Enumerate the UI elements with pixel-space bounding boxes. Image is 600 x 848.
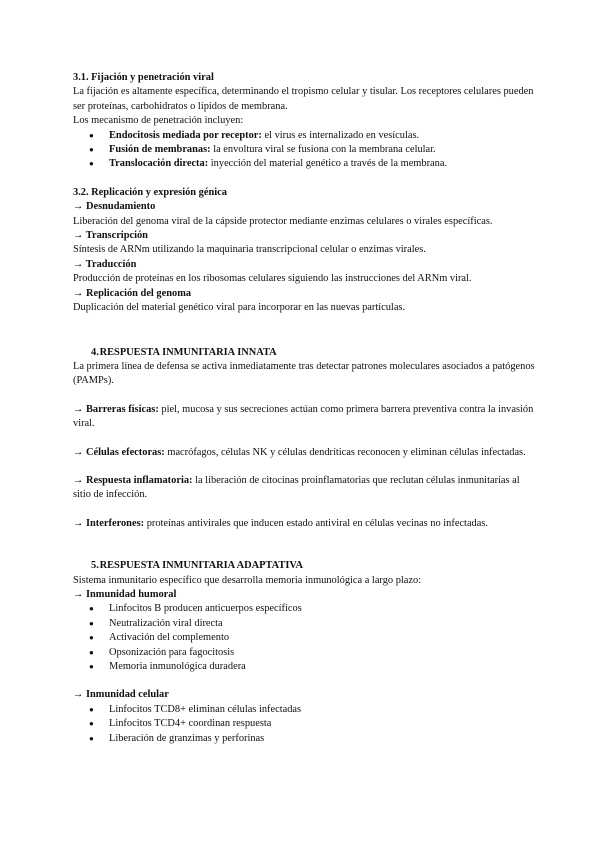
step-heading: → Transcripción [73,230,148,242]
list-item: ● Liberación de granzimas y perforinas [73,732,535,746]
list-item: ● Linfocitos B producen anticuerpos específicos [73,602,535,616]
list-item: ● Activación del complemento [73,631,535,645]
cellular-list [73,703,535,746]
innate-item-term: → Barreras físicas: [73,403,159,415]
section-title-text: RESPUESTA INMUNITARIA INNATA [99,346,277,358]
list-item-text: la envoltura viral se fusiona con la membrana celular. [210,144,436,156]
section-3-1-paragraph: La fijación es altamente específica, determinando el tropismo celular y tisular. Los receptores celulares pueden ser proteínas, carbohidratos o lípidos de membrana. [73,86,534,112]
step-text: Liberación del genoma viral de la cápside protector mediante enzimas celulares o virales específicas. [73,215,493,227]
innate-item [73,446,535,460]
innate-item-text: proteínas antivirales que inducen estado antiviral en células vecinas no infectadas. [144,517,489,529]
penetration-list [73,129,535,172]
innate-item [73,517,535,531]
step-heading: → Traducción [73,258,137,270]
innate-item [73,403,535,432]
list-item-text: inyección del material genético a través de la membrana. [208,158,448,170]
section-4-title [73,346,535,360]
innate-item [73,474,535,503]
section-3-2-title: 3.2. Replicación y expresión génica [73,186,227,198]
document-content [73,71,535,746]
step-text: Producción de proteínas en los ribosomas celulares siguiendo las instrucciones del ARNm viral. [73,273,472,285]
list-item: ● Linfocitos TCD4+ coordinan respuesta [73,717,535,731]
step-heading: → Replicación del genoma [73,287,192,299]
innate-item-term: → Interferones: [73,517,145,529]
list-item: ● Opsonización para fagocitosis [73,646,535,660]
section-5-title [73,559,535,573]
list-item-text: el virus es internalizado en vesículas. [261,129,420,141]
humoral-list [73,602,535,674]
innate-item-text: macrófagos, células NK y células dendríticas reconocen y eliminan células infectadas. [164,446,526,458]
list-item [73,143,535,157]
step-text: Síntesis de ARNm utilizando la maquinaria transcripcional celular o enzimas virales. [73,244,426,256]
list-item-term: Endocitosis mediada por receptor: [109,129,262,141]
list-item-term: Translocación directa: [109,158,209,170]
section-3-1-penetration-intro: Los mecanismo de penetración incluyen: [73,115,244,127]
section-3-1-title: 3.1. Fijación y penetración viral [73,72,214,83]
section-4-intro: La primera línea de defensa se activa inmediatamente tras detectar patrones moleculares asociados a patógenos (PAMPs). [73,360,535,387]
cellular-heading: → Inmunidad celular [73,689,169,701]
step-text: Duplicación del material genético viral para incorporar en las nuevas partículas. [73,302,406,314]
list-item: ● Memoria inmunológica duradera [73,660,535,674]
innate-item-term: → Respuesta inflamatoria: [73,474,193,486]
innate-item-term: → Células efectoras: [73,446,165,458]
list-item [73,157,535,171]
innate-item-text: la liberación de citocinas proinflamatorias que reclutan células inmunitarias al sitio de infección. [73,474,520,501]
section-number: 4. [91,346,99,358]
list-item: ● Neutralización viral directa [73,617,535,631]
innate-item-text: piel, mucosa y sus secreciones actúan como primera barrera preventiva contra la invasión viral. [73,403,534,430]
step-heading: → Desnudamiento [73,201,156,213]
list-item-term: Fusión de membranas: [109,144,211,156]
list-item: ● Linfocitos TCD8+ eliminan células infectadas [73,703,535,717]
section-5-intro: Sistema inmunitario específico que desarrolla memoria inmunológica a largo plazo: [73,574,422,586]
section-title-text: RESPUESTA INMUNITARIA ADAPTATIVA [99,560,304,572]
list-item [73,129,535,143]
humoral-heading: → Inmunidad humoral [73,588,177,600]
section-number: 5. [91,560,99,572]
